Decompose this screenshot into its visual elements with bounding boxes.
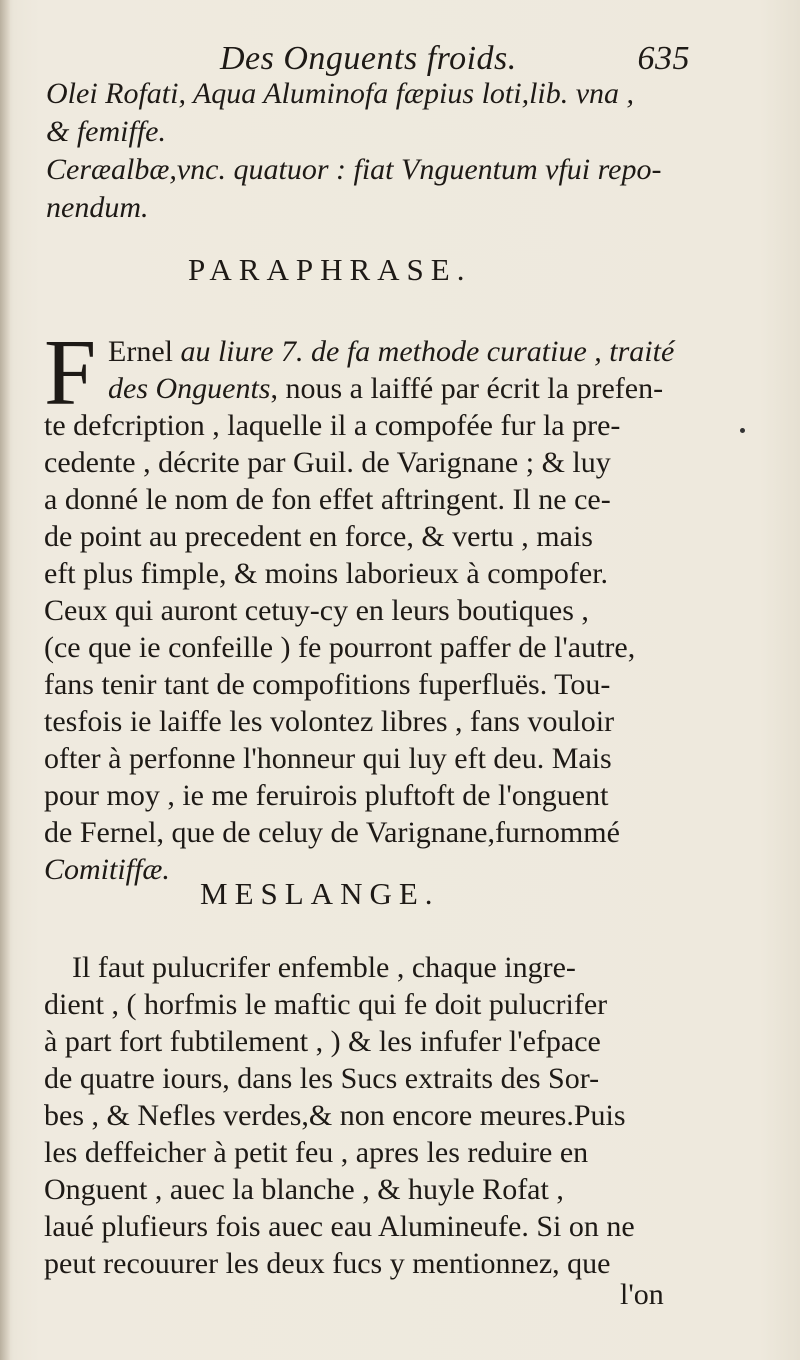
text-line: cedente , décrite par Guil. de Varignane ; & luy bbox=[44, 446, 611, 479]
text-line: laué plufieurs fois auec eau Alumineufe. Si on ne bbox=[44, 1210, 635, 1243]
text-line bbox=[108, 371, 663, 407]
text-line: eft plus fimple, & moins laborieux à compofer. bbox=[44, 557, 609, 590]
text-line bbox=[108, 334, 674, 370]
text-line: bes , & Nefles verdes,& non encore meures.Puis bbox=[44, 1099, 626, 1132]
text-line: te defcription , laquelle il a compofée fur la pre- bbox=[44, 409, 621, 442]
text-line: a donné le nom de fon effet aftringent. Il ne ce- bbox=[44, 483, 611, 516]
recipe-line: & femiffe. bbox=[46, 115, 166, 148]
text-line: Onguent , auec la blanche , & huyle Rofat , bbox=[44, 1173, 564, 1206]
section-heading-paraphrase: PARAPHRASE. bbox=[188, 252, 472, 287]
text-line: pour moy , ie me feruirois pluftoft de l'onguent bbox=[44, 779, 609, 812]
text-line: de quatre iours, dans les Sucs extraits des Sor- bbox=[44, 1062, 600, 1095]
text-line: de point au precedent en force, & vertu , mais bbox=[44, 520, 593, 553]
page-number: 635 bbox=[637, 40, 690, 77]
text-line: peut recouurer les deux fucs y mentionnez, que bbox=[44, 1247, 611, 1280]
text-line: ofter à perfonne l'honneur qui luy eft deu. Mais bbox=[44, 742, 612, 775]
text-line: de Fernel, que de celuy de Varignane,furnommé bbox=[44, 816, 620, 849]
catchword: l'on bbox=[620, 1278, 664, 1311]
section-heading-meslange: MESLANGE. bbox=[200, 876, 440, 911]
text-fragment: , nous a laiffé par écrit la prefen- bbox=[270, 372, 664, 405]
text-line: Ceux qui auront cetuy-cy en leurs boutiques , bbox=[44, 594, 589, 627]
text-line: tesfois ie laiffe les volontez libres , fans vouloir bbox=[44, 705, 615, 738]
text-line: fans tenir tant de compofitions fuperfluës. Tou- bbox=[44, 668, 611, 701]
text-line: Il faut pulucrifer enfemble , chaque ingre- bbox=[72, 951, 576, 984]
text-line: Comitiffæ. bbox=[44, 853, 170, 886]
text-line: dient , ( horfmis le maftic qui fe doit pulucrifer bbox=[44, 988, 608, 1021]
ink-speck bbox=[740, 428, 745, 433]
recipe-line: nendum. bbox=[46, 191, 149, 224]
text-fragment: Ernel bbox=[108, 335, 181, 368]
drop-capital: F bbox=[44, 321, 97, 425]
text-line: les deffeicher à petit feu , apres les reduire en bbox=[44, 1136, 589, 1169]
recipe-line: Ceræalbæ,vnc. quatuor : fiat Vnguentum vfui repo- bbox=[46, 153, 662, 186]
text-fragment-italic: au liure 7. de fa methode curatiue , traité bbox=[180, 335, 675, 368]
text-line: (ce que ie confeille ) fe pourront paffer de l'autre, bbox=[44, 631, 636, 664]
text-fragment-italic: des Onguents bbox=[108, 372, 271, 405]
page-gutter bbox=[0, 0, 10, 1360]
recipe-line: Olei Rofati, Aqua Aluminofa fæpius loti,lib. vna , bbox=[46, 77, 635, 110]
running-head-title: Des Onguents froids. bbox=[220, 40, 517, 77]
text-line: à part fort fubtilement , ) & les infufer l'efpace bbox=[44, 1025, 601, 1058]
